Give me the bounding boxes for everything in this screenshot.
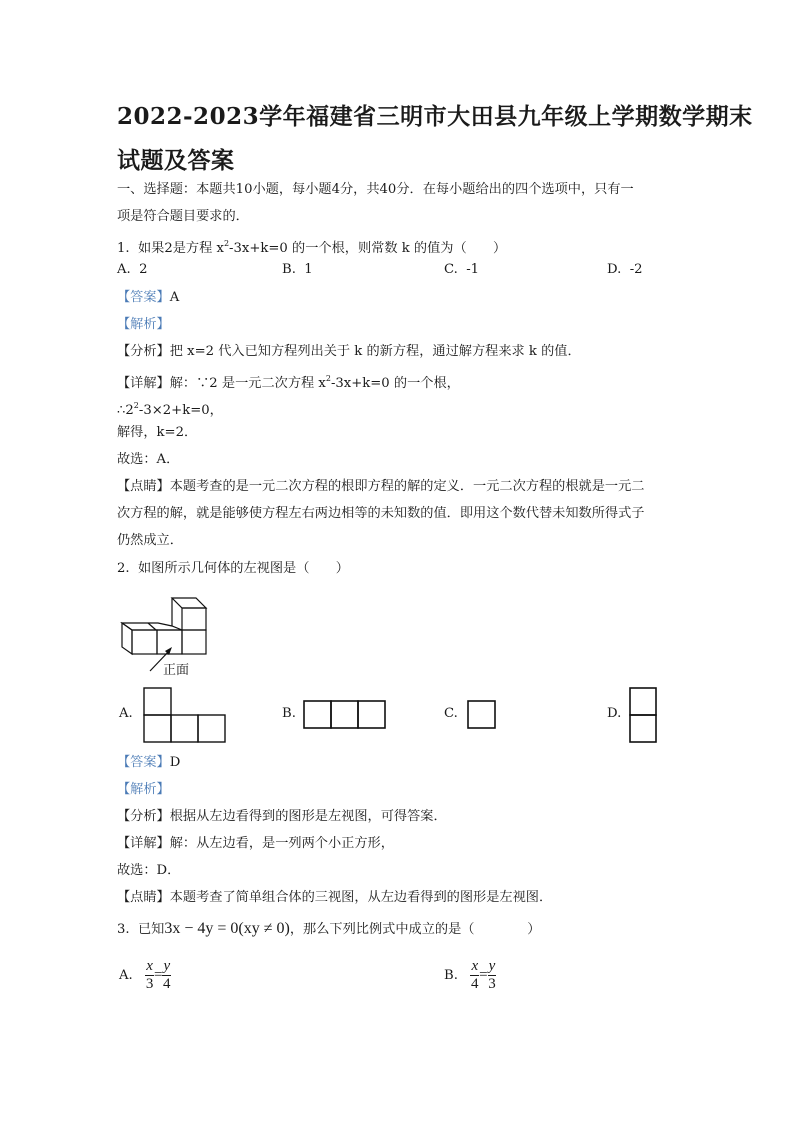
question-1-stem: 1. 如果2是方程 $x^2-3x+k=0$ 的一个根，则常数 k 的值为（ ）: [117, 239, 507, 256]
question-1-fenxi: 【分析】把 x=2 代入已知方程列出关于 k 的新方程，通过解方程来求 k 的值．: [117, 344, 581, 359]
question-1-dianjing-line3: 仍然成立．: [117, 533, 183, 548]
front-view-label: 正面: [163, 663, 190, 678]
section-intro-line1: 一、选择题：本题共10小题，每小题4分，共40分．在每小题给出的四个选项中，只有一: [117, 182, 634, 197]
question-2-stem: 2. 如图所示几何体的左视图是（ ）: [117, 561, 349, 576]
question-1-answer: 【答案】A: [117, 290, 180, 305]
section-intro-line2: 项是符合题目要求的．: [117, 209, 249, 224]
question-2-answer: 【答案】D: [117, 755, 181, 770]
question-2-option-d-label: D.: [607, 706, 622, 721]
question-3-stem: 3. 已知3x − 4y = 0(xy ≠ 0)，那么下列比例式中成立的是（ ）: [117, 920, 541, 937]
equation: 3x − 4y = 0: [164, 920, 239, 937]
question-2-option-c-figure: [466, 699, 498, 731]
question-1-choose: 故选：A．: [117, 452, 180, 467]
question-2-xiangjie: 【详解】解：从左边看，是一列两个小正方形，: [117, 836, 394, 851]
question-3-option-a: A. $\frac{x}{3}$ = $\frac{y}{4}$: [119, 958, 171, 992]
question-2-option-c-label: C.: [444, 706, 458, 721]
question-2-option-a-label: A.: [119, 706, 133, 721]
document-title-line1: 2022-2023学年福建省三明市大田县九年级上学期数学期末: [117, 103, 753, 130]
question-1-dianjing-line1: 【点睛】本题考查的是一元二次方程的根即方程的解的定义．一元二次方程的根就是一元二: [117, 479, 645, 494]
question-2-option-b-figure: [302, 699, 388, 731]
question-1-option-c: C. -1: [444, 262, 480, 277]
question-1-step1: $\therefore 2^2-3\times 2+k=0$，: [117, 401, 223, 418]
question-2-option-d-figure: [628, 686, 660, 746]
question-2-fenxi: 【分析】根据从左边看得到的图形是左视图，可得答案．: [117, 809, 447, 824]
question-2-option-a-figure: [142, 686, 228, 746]
question-number: 1.: [117, 241, 130, 256]
question-1-xiangjie: 【详解】解：∵2 是一元二次方程 $x^2-3x+k=0$ 的一个根，: [117, 374, 460, 391]
question-1-dianjing-line2: 次方程的解，就是能够使方程左右两边相等的未知数的值．即用这个数代替未知数所得式子: [117, 506, 645, 521]
document-title-line2: 试题及答案: [117, 147, 235, 174]
question-1-option-b: B. 1: [282, 262, 313, 277]
question-2-choose: 故选：D．: [117, 863, 181, 878]
question-2-analysis-heading: 【解析】: [117, 782, 170, 797]
question-1-option-d: D. -2: [607, 262, 643, 277]
question-2-dianjing: 【点睛】本题考查了简单组合体的三视图，从左边看得到的图形是左视图．: [117, 890, 553, 905]
question-1-step2: 解得，k=2．: [117, 425, 198, 440]
question-3-option-b: B. $\frac{x}{4}$ = $\frac{y}{3}$: [444, 958, 496, 992]
question-1-analysis-heading: 【解析】: [117, 317, 170, 332]
condition: (xy ≠ 0): [238, 920, 290, 937]
question-2-option-b-label: B.: [282, 706, 296, 721]
question-1-option-a: A. 2: [117, 262, 148, 277]
